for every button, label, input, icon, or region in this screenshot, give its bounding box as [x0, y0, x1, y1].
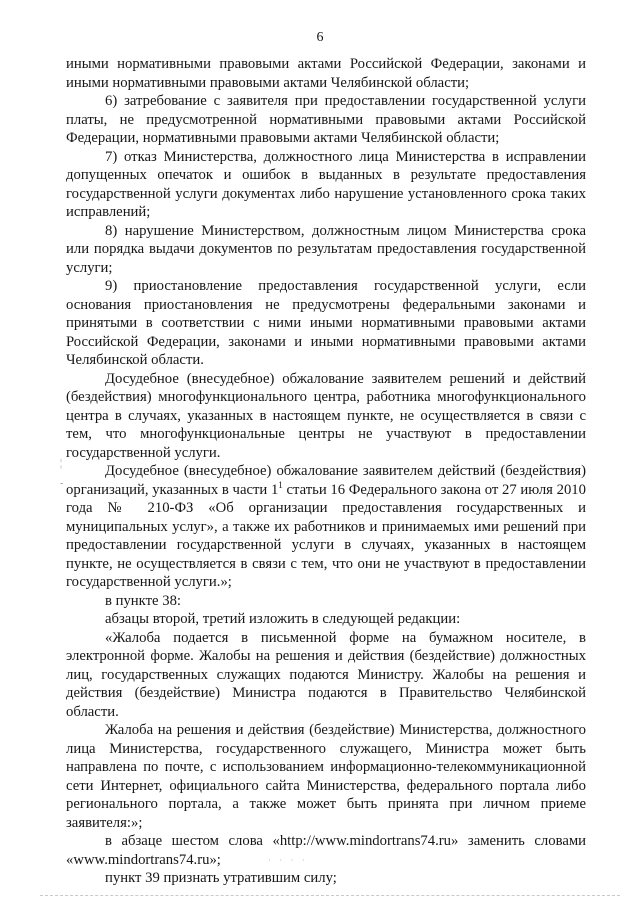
paragraph-organizations-appeal: [66, 462, 586, 592]
scan-noise: · · · ·: [268, 855, 308, 865]
paragraph-url-replacement: [66, 832, 586, 869]
page-bottom-edge: [40, 895, 620, 896]
url-new-value: «www.mindortrans74.ru»;: [66, 851, 221, 868]
page-number: 6: [316, 30, 324, 45]
paragraph-item-6: 6) затребование с заявителя при предоставлении государственной услуги платы, не предусмотренной нормативными правовыми актами Российской Федерации, нормативными правовыми актами Челябинской области;: [66, 93, 586, 146]
paragraph-item-8: 8) нарушение Министерством, должностным лицом Министерства срока или порядка выдачи документов по результатам предоставления государственной услуги;: [66, 222, 586, 276]
url-replacement-text: в абзаце шестом слова «http://www.mindortrans74.ru» заменить словами: [105, 833, 586, 849]
paragraph-mfc-appeal: Досудебное (внесудебное) обжалование заявителем решений и действий (бездействия) многофункционального центра, работника многофункционального центра в случаях, указанных в настоящем пункте, не осуществляется в связи с тем, что многофункциональные центры не участвуют в предоставлении государственной услуги.: [66, 370, 586, 461]
margin-mark: ¦: [60, 458, 63, 469]
margin-mark: -: [60, 478, 64, 489]
paragraph-item-7: 7) отказ Министерства, должностного лица Министерства в исправлении допущенных опечаток и ошибок в выданных в результате предоставления государственной услуги документах либо нарушение установленного срока таких исправлений;: [66, 148, 586, 220]
paragraph-point-39: пункт 39 признать утратившим силу;: [105, 870, 337, 886]
paragraph-complaint-channels: Жалоба на решения и действия (бездействие) Министерства, должностного лица Министерства, государственного служащего, Министра может быть направлена по почте, с использованием информационно-телекоммуникационной сети Интернет, официального сайта Министерства, федерального портала либо регионального портала, а также может быть принята при личном приеме заявителя:»;: [66, 722, 586, 831]
paragraph-amend-instruction: абзацы второй, третий изложить в следующей редакции:: [105, 611, 461, 627]
law-text-start: Досудебное (внесудебное) обжалование заявителем действий (бездействия) организаций, указанных в части 1: [66, 463, 586, 498]
paragraph-continuation: иными нормативными правовыми актами Российской Федерации, законами и иными нормативными правовыми актами Челябинской области;: [66, 56, 586, 91]
paragraph-point-38: в пункте 38:: [105, 592, 181, 609]
paragraph-item-9: 9) приостановление предоставления государственной услуги, если основания приостановления не предусмотрены федеральными законами и принятыми в соответствии с ними иными нормативными правовыми актами Российской Федерации, законами и иными нормативными правовыми актами Челябинской области.: [66, 278, 586, 368]
law-part-superscript: 1: [278, 479, 283, 490]
document-body: [66, 55, 586, 888]
law-text-end: статьи 16 Федерального закона от 27 июля 2010 года № 210-ФЗ «Об организации предоставления государственных и муниципальных услуг», а также их работников и принимаемых ими решений при предоставлении государственной услуги в случаях, указанных в настоящем пункте, не осуществляется в связи с тем, что они не участвуют в предоставлении государственной услуги.»;: [66, 481, 586, 590]
paragraph-complaint-form: «Жалоба подается в письменной форме на бумажном носителе, в электронной форме. Жалобы на решения и действия (бездействие) должностных лиц, государственных служащих подаются Министру. Жалобы на решения и действия (бездействие) Министра подаются в Правительство Челябинской области.: [66, 629, 586, 720]
